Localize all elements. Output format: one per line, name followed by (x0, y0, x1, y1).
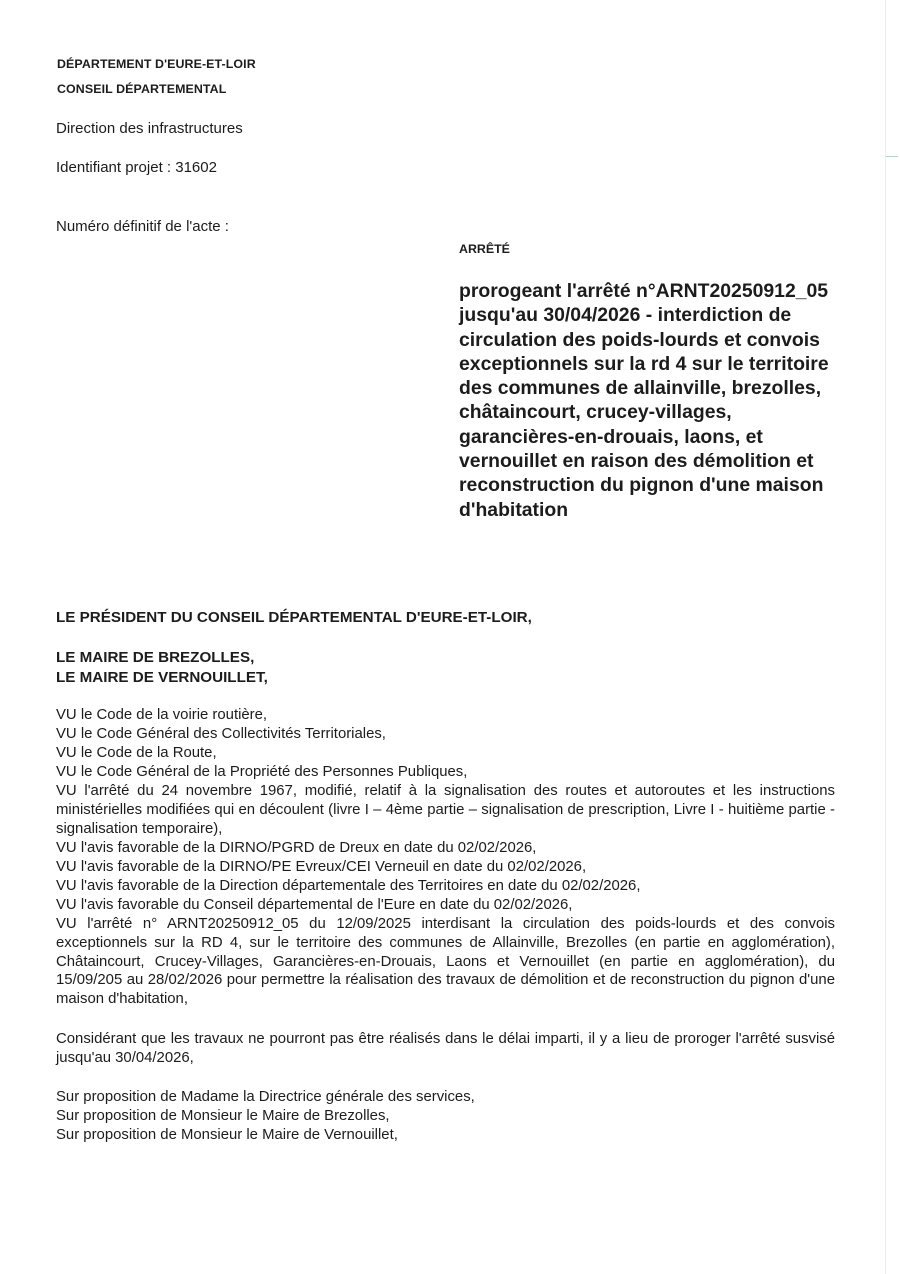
vu-item: VU l'avis favorable de la Direction départementale des Territoires en date du 02/02/2026, (56, 878, 641, 894)
scan-edge-mark (886, 156, 898, 157)
direction-name: Direction des infrastructures (56, 120, 243, 137)
proposition-line: Sur proposition de Madame la Directrice générale des services, (56, 1089, 475, 1105)
maire-brezolles-heading: LE MAIRE DE BREZOLLES, (56, 649, 255, 666)
vu-item: VU l'arrêté n° ARNT20250912_05 du 12/09/2025 interdisant la circulation des poids-lourds et des convois exceptionnels sur la RD 4, sur le territoire des communes de Allainville, Brezolles (en partie en agglomération), Châtaincourt, Crucey-Villages, Garancières-en-Drouais, Laons et Vernouillet (en partie en agglomération), du 15/09/205 au 28/02/2026 pour permettre la réalisation des travaux de démolition et de reconstruction du pignon d'une maison d'habitation, (56, 916, 835, 1008)
maire-vernouillet-heading: LE MAIRE DE VERNOUILLET, (56, 669, 268, 686)
act-number-label: Numéro définitif de l'acte : (56, 218, 229, 235)
arrete-title: prorogeant l'arrêté n°ARNT20250912_05 jusqu'au 30/04/2026 - interdiction de circulation des poids-lourds et convois exceptionnels sur la rd 4 sur le territoire des communes de allainville, brezolles, châtaincourt, crucey-villages, garancières-en-drouais, laons, et vernouillet en raison des démolition et reconstruction du pignon d'une maison d'habitation (459, 280, 829, 521)
vu-item: VU le Code Général de la Propriété des Personnes Publiques, (56, 764, 468, 780)
proposition-line: Sur proposition de Monsieur le Maire de Vernouillet, (56, 1127, 398, 1143)
president-heading: LE PRÉSIDENT DU CONSEIL DÉPARTEMENTAL D'EURE-ET-LOIR, (56, 609, 532, 626)
vu-item: VU l'arrêté du 24 novembre 1967, modifié, relatif à la signalisation des routes et autoroutes et les instructions ministérielles modifiées qui en découlent (livre I – 4ème partie – signalisation de prescription, Livre I - huitième partie - signalisation temporaire), (56, 783, 835, 837)
vu-item: VU l'avis favorable du Conseil départemental de l'Eure en date du 02/02/2026, (56, 897, 573, 913)
vu-item: VU le Code de la voirie routière, (56, 707, 268, 723)
vu-item: VU le Code de la Route, (56, 745, 217, 761)
scan-edge-line (885, 0, 886, 1274)
proposition-line: Sur proposition de Monsieur le Maire de Brezolles, (56, 1108, 390, 1124)
vu-item: VU l'avis favorable de la DIRNO/PGRD de Dreux en date du 02/02/2026, (56, 840, 537, 856)
project-id: Identifiant projet : 31602 (56, 159, 217, 176)
vu-item: VU le Code Général des Collectivités Territoriales, (56, 726, 386, 742)
vu-item: VU l'avis favorable de la DIRNO/PE Evreux/CEI Verneuil en date du 02/02/2026, (56, 859, 587, 875)
department-name: DÉPARTEMENT D'EURE-ET-LOIR (57, 57, 256, 71)
arrete-label: ARRÊTÉ (459, 242, 510, 256)
considerant-paragraph: Considérant que les travaux ne pourront pas être réalisés dans le délai imparti, il y a lieu de proroger l'arrêté susvisé jusqu'au 30/04/2026, (56, 1031, 835, 1066)
council-name: CONSEIL DÉPARTEMENTAL (57, 82, 227, 96)
